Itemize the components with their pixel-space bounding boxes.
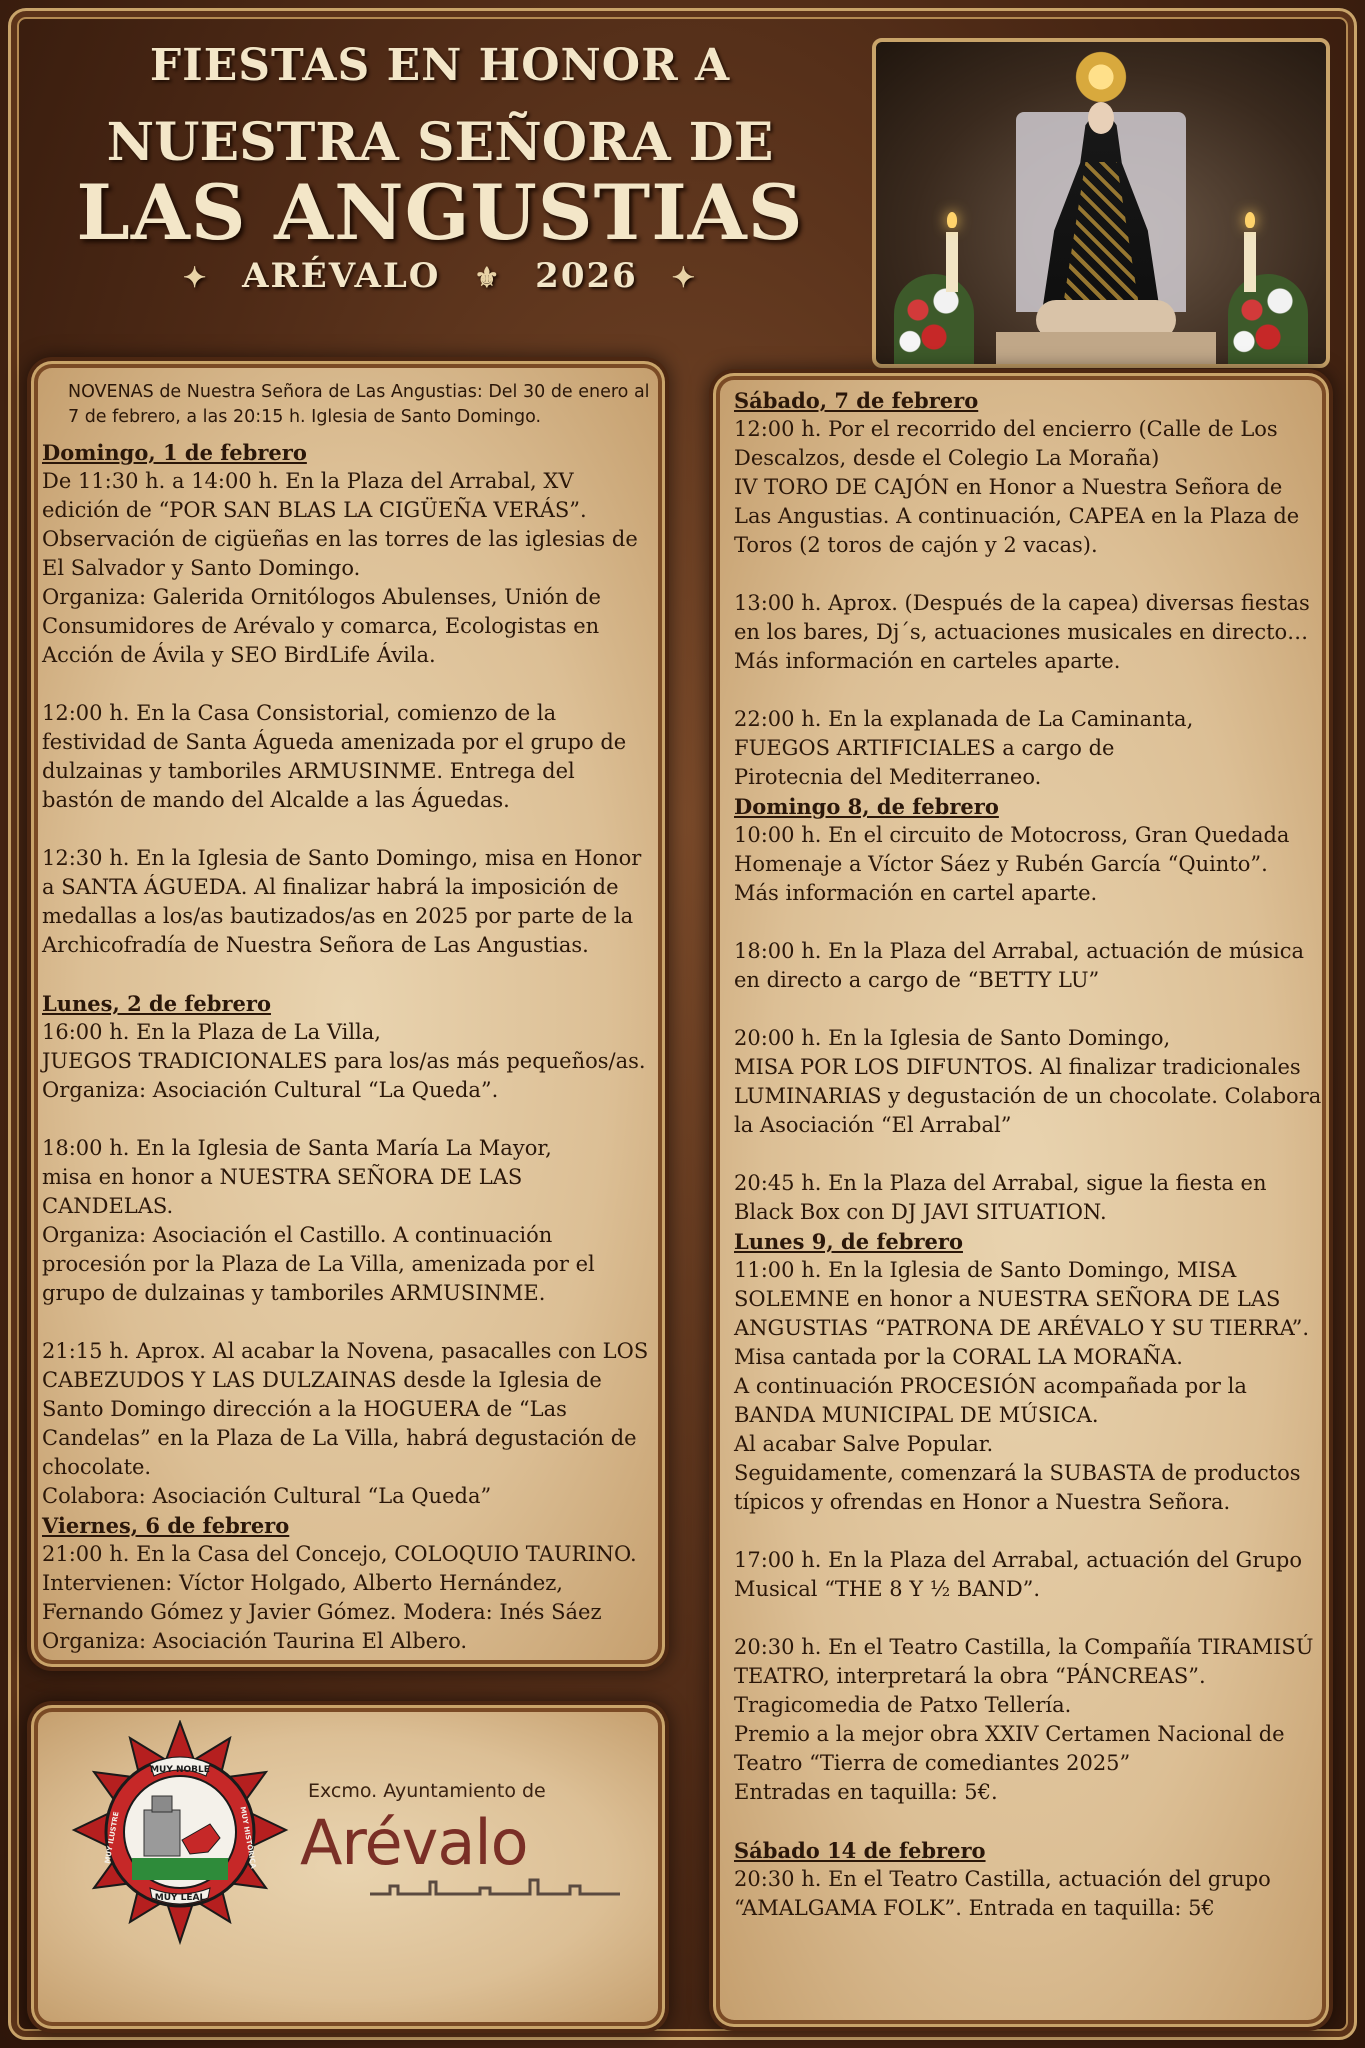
paragraph-gap [734,1140,1324,1169]
event-text: Al acabar Salve Popular. [734,1432,994,1456]
event-text: 16:00 h. En la Plaza de La Villa, [42,1020,381,1044]
crest-castle [144,1810,180,1856]
paragraph-gap [734,560,1324,589]
skyline-underline [370,1872,620,1902]
day-heading: Domingo, 1 de febrero [42,440,307,465]
event-text: FUEGOS ARTIFICIALES a cargo de [734,736,1115,760]
event-text: Entradas en taquilla: 5€. [734,1780,998,1804]
event-text: 17:00 h. En la Plaza del Arrabal, actuación del Grupo Musical “THE 8 Y ½ BAND”. [734,1548,1302,1601]
day-heading: Sábado, 7 de febrero [734,388,979,413]
event-text: 10:00 h. En el circuito de Motocross, Gran Quedada Homenaje a Víctor Sáez y Rubén García “Quinto”. [734,823,1290,876]
header-town: ARÉVALO [242,256,441,296]
header-town-year [30,256,850,296]
event-text: Organiza: Asociación el Castillo. A continuación procesión por la Plaza de La Villa, amenizada por el grupo de dulzainas y tamboriles ARMUSINME. [42,1223,595,1305]
event-text: Organiza: Asociación Taurina El Albero. [42,1629,468,1653]
event-text: 12:00 h. En la Casa Consistorial, comienzo de la festividad de Santa Águeda amenizada por el grupo de dulzainas y tamboriles ARMUSINME. Entrega del bastón de mando del Alcalde a las Águedas. [42,701,627,812]
paragraph-gap [42,1105,652,1134]
left-schedule [42,380,652,1656]
event-text: Tragicomedia de Patxo Tellería. [734,1693,1072,1717]
header-line-2: NUESTRA SEÑORA DE [106,112,774,173]
event-text: Seguidamente, comenzará la SUBASTA de productos típicos y ofrendas en Honor a Nuestra Señora. [734,1461,1301,1514]
event-text: 20:30 h. En el Teatro Castilla, la Compañía TIRAMISÚ TEATRO, interpretará la obra “PÁNCREAS”. [734,1635,1314,1688]
right-schedule [734,386,1324,1923]
event-text: 20:45 h. En la Plaza del Arrabal, sigue la fiesta en Black Box con DJ JAVI SITUATION. [734,1171,1267,1224]
arevalo-coat-of-arms [70,1720,290,1950]
novenas-note: NOVENAS de Nuestra Señora de Las Angustias: Del 30 de enero al 7 de febrero, a las 20:15 h. Iglesia de Santo Domingo. [68,382,650,427]
virgin-photo [872,38,1330,368]
candle-right [1244,232,1256,292]
header-line-1: FIESTAS EN HONOR A [149,40,731,91]
flame-left [947,212,957,228]
day-heading: Viernes, 6 de febrero [42,1513,290,1538]
day-heading: Sábado 14 de febrero [734,1838,986,1863]
paragraph-gap [42,670,652,699]
event-text: De 11:30 h. a 14:00 h. En la Plaza del Arrabal, XV edición de “POR SAN BLAS LA CIGÜEÑA VERÁS”. [42,469,587,522]
paragraph-gap [734,676,1324,705]
crest-field [132,1858,228,1880]
left-schedule-items [42,438,652,1656]
event-text: 12:00 h. Por el recorrido del encierro (Calle de Los Descalzos, desde el Colegio La Moraña) [734,417,1278,470]
paragraph-gap [734,1517,1324,1546]
fleuron-icon: ✦ [671,261,698,294]
event-text: Pirotecnia del Mediterraneo. [734,765,1042,789]
event-text: IV TORO DE CAJÓN en Honor a Nuestra Señora de Las Angustias. A continuación, CAPEA en la Plaza de Toros (2 toros de cajón y 2 vacas). [734,475,1300,557]
event-text: Colabora: Asociación Cultural “La Queda” [42,1484,492,1508]
paragraph-gap [42,960,652,989]
event-text: 21:15 h. Aprox. Al acabar la Novena, pasacalles con LOS CABEZUDOS Y LAS DULZAINAS desde la Iglesia de Santo Domingo dirección a la HOGUERA de “Las Candelas” en la Plaza de La Villa, habrá degustación de chocolate. [42,1339,649,1479]
event-text: Más información en carteles aparte. [734,649,1121,673]
event-text: Organiza: Asociación Cultural “La Queda”. [42,1078,499,1102]
event-text: Premio a la mejor obra XXIV Certamen Nacional de Teatro “Tierra de comediantes 2025” [734,1722,1285,1775]
crest-bottom-text: MUY LEAL [154,1893,206,1903]
event-text: Organiza: Galerida Ornitólogos Abulenses, Unión de Consumidores de Arévalo y comarca, Ecologistas en Acción de Ávila y SEO BirdLife Ávila. [42,585,601,667]
event-text: Observación de cigüeñas en las torres de las iglesias de El Salvador y Santo Domingo. [42,527,638,580]
ayuntamiento-label: Excmo. Ayuntamiento de [308,1780,546,1802]
paragraph-gap [734,1807,1324,1836]
event-text: JUEGOS TRADICIONALES para los/as más pequeños/as. [42,1049,646,1073]
flowers-right [1228,274,1308,364]
poster-header [30,12,850,322]
crest-top-text: MUY NOBLE [150,1765,210,1775]
crown-halo [1072,48,1130,106]
skyline-line [370,1880,620,1894]
statue-base [996,332,1216,364]
paragraph-gap [42,815,652,844]
event-text: 18:00 h. En la Plaza del Arrabal, actuación de música en directo a cargo de “BETTY LU” [734,939,1305,992]
event-text: 22:00 h. En la explanada de La Caminanta, [734,707,1194,731]
candle-left [946,232,958,292]
right-schedule-items [734,386,1324,1923]
header-line-3: LAS ANGUSTIAS [76,168,804,257]
flame-right [1245,212,1255,228]
event-text: 11:00 h. En la Iglesia de Santo Domingo, MISA SOLEMNE en honor a NUESTRA SEÑORA DE LAS ANGUSTIAS “PATRONA DE ARÉVALO Y SU TIERRA”. [734,1258,1310,1340]
fleur-de-lis-icon: ⚜ [474,261,502,294]
crest-right-text: MUY HISTÓRICA [238,1805,258,1870]
paragraph-gap [42,1308,652,1337]
day-heading: Lunes 9, de febrero [734,1229,963,1254]
event-text: MISA POR LOS DIFUNTOS. Al finalizar tradicionales LUMINARIAS y degustación de un chocolate. Colabora la Asociación “El Arrabal” [734,1055,1322,1137]
event-text: Misa cantada por la CORAL LA MORAÑA. [734,1345,1183,1369]
event-text: A continuación PROCESIÓN acompañada por la BANDA MUNICIPAL DE MÚSICA. [734,1374,1247,1427]
fleuron-icon: ✦ [182,261,209,294]
event-text: 13:00 h. Aprox. (Después de la capea) diversas fiestas en los bares, Dj´s, actuaciones musicales en directo… [734,591,1310,644]
event-text: Más información en cartel aparte. [734,881,1098,905]
day-heading: Domingo 8, de febrero [734,794,999,819]
event-text: 18:00 h. En la Iglesia de Santa María La Mayor, [42,1136,552,1160]
paragraph-gap [734,908,1324,937]
event-text: 12:30 h. En la Iglesia de Santo Domingo, misa en Honor a SANTA ÁGUEDA. Al finalizar habrá la imposición de medallas a los/as bautizados/as en 2025 por parte de la Archicofradía de Nuestra Señora de Las Angustias. [42,846,642,957]
event-text: misa en honor a NUESTRA SEÑORA DE LAS CANDELAS. [42,1165,523,1218]
paragraph-gap [734,1604,1324,1633]
ayuntamiento-name: Arévalo [300,1806,528,1879]
virgin-face [1088,102,1114,134]
crest-castle-tower [152,1796,172,1812]
event-text: 21:00 h. En la Casa del Concejo, COLOQUIO TAURINO. Intervienen: Víctor Holgado, Alberto Hernández, Fernando Gómez y Javier Gómez. Modera: Inés Sáez [42,1542,637,1624]
header-year: 2026 [535,256,638,296]
crest-left-text: MUY ILUSTRE [103,1811,121,1865]
flowers-left [894,274,974,364]
day-heading: Lunes, 2 de febrero [42,991,271,1016]
event-text: 20:00 h. En la Iglesia de Santo Domingo, [734,1026,1171,1050]
paragraph-gap [734,995,1324,1024]
event-text: 20:30 h. En el Teatro Castilla, actuación del grupo “AMALGAMA FOLK”. Entrada en taquilla: 5€ [734,1867,1271,1920]
